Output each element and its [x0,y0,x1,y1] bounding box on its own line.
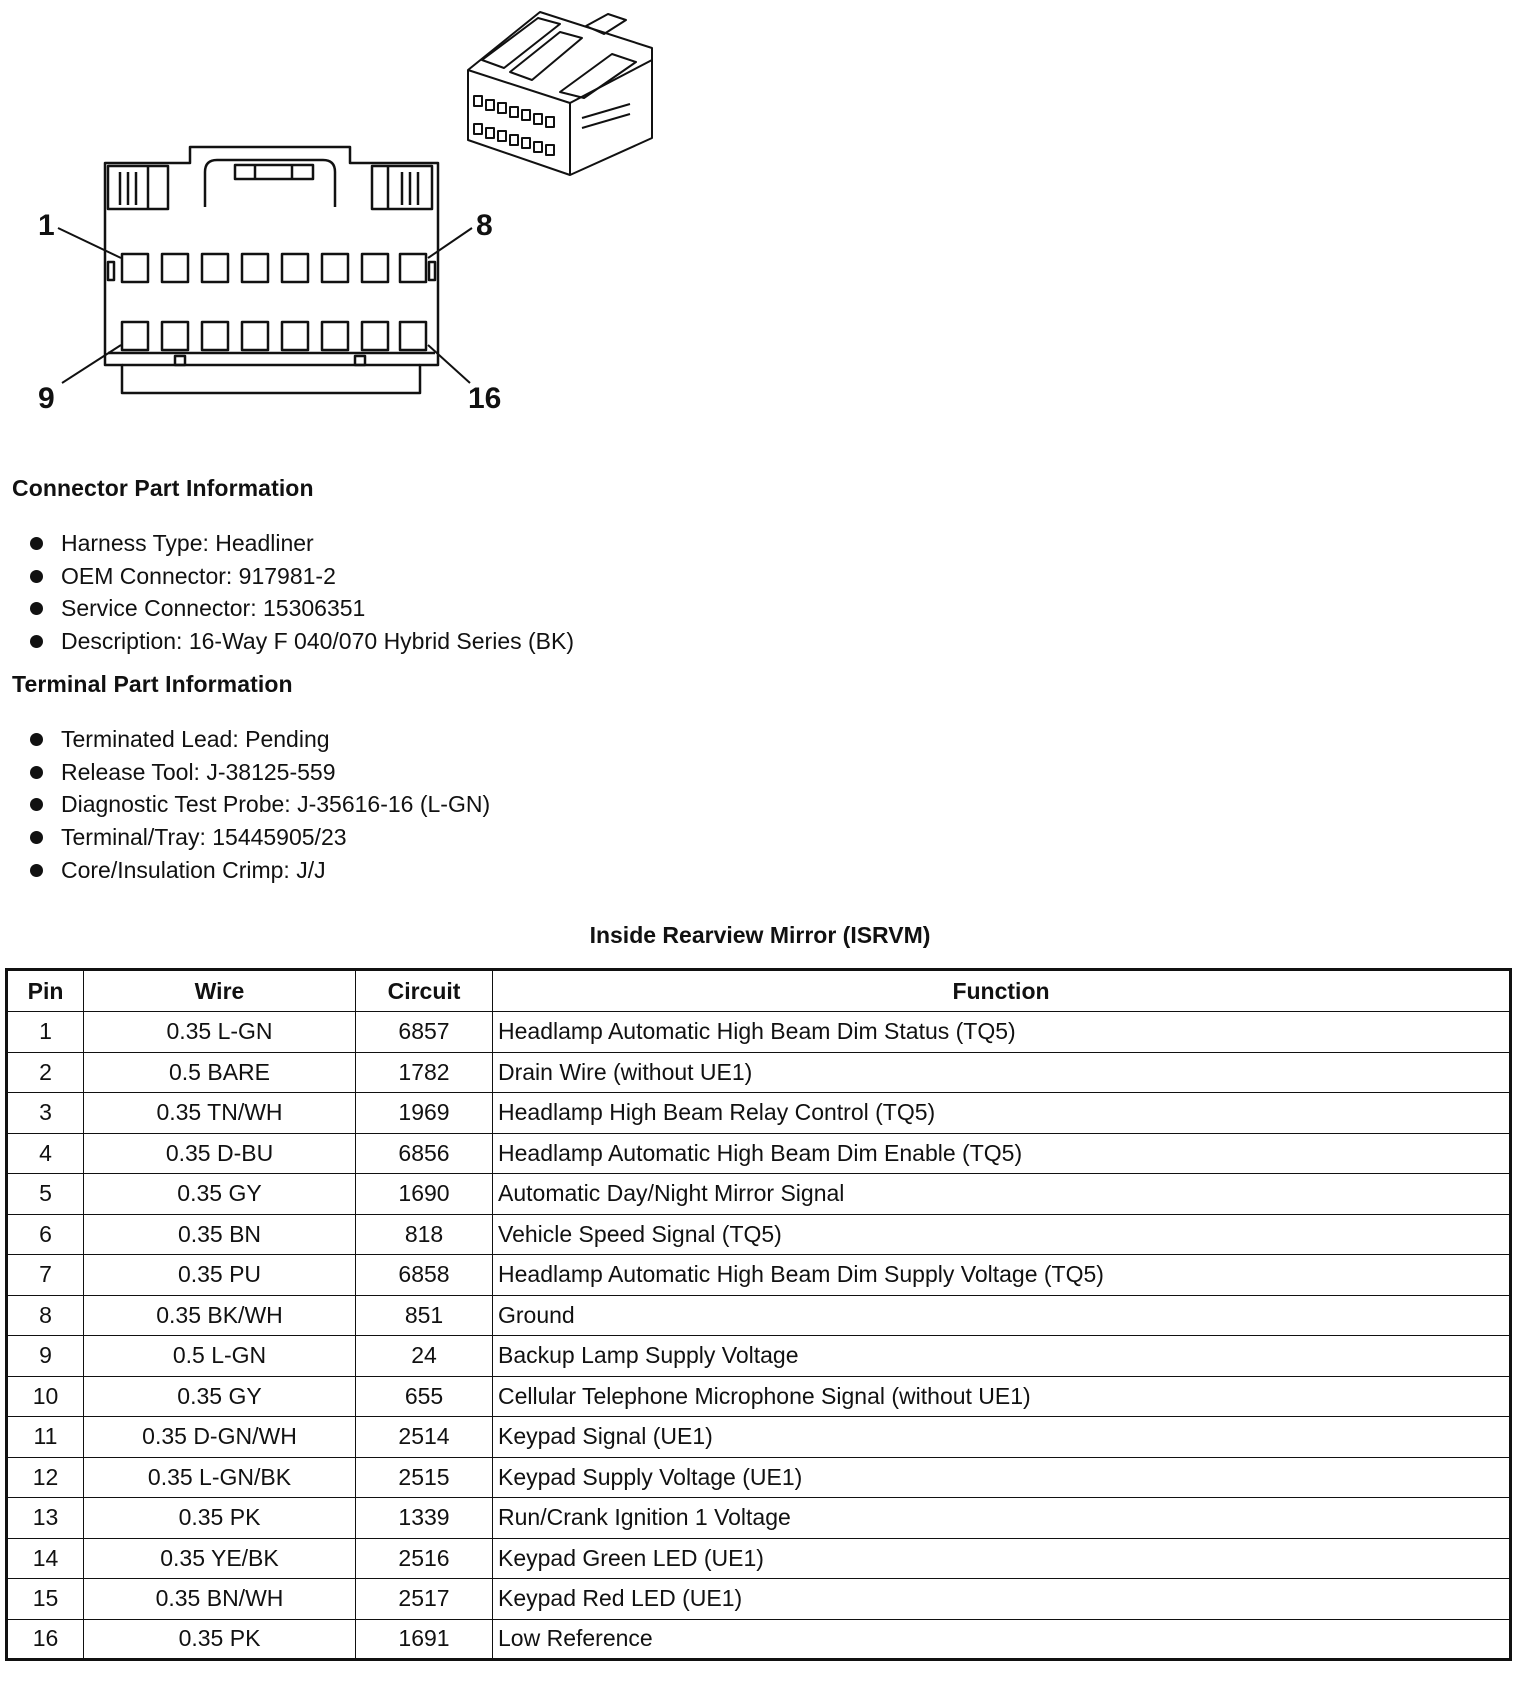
wire-cell: 0.35 BN/WH [84,1579,356,1620]
function-cell: Keypad Signal (UE1) [493,1417,1511,1458]
pin-cell: 8 [7,1295,84,1336]
table-row [7,1093,1511,1134]
table-row [7,1417,1511,1458]
function-cell: Headlamp Automatic High Beam Dim Status (TQ5) [493,1012,1511,1053]
function-cell: Headlamp Automatic High Beam Dim Enable (TQ5) [493,1133,1511,1174]
wire-cell: 0.35 D-BU [84,1133,356,1174]
pin-cell: 5 [7,1174,84,1215]
wire-cell: 0.35 YE/BK [84,1538,356,1579]
list-item: Terminal/Tray: 15445905/23 [28,821,490,854]
function-cell: Low Reference [493,1619,1511,1660]
function-cell: Run/Crank Ignition 1 Voltage [493,1498,1511,1539]
list-item: Diagnostic Test Probe: J-35616-16 (L-GN) [28,788,490,821]
circuit-cell: 6858 [356,1255,493,1296]
table-row [7,1538,1511,1579]
table-title: Inside Rearview Mirror (ISRVM) [589,922,931,948]
circuit-cell: 655 [356,1376,493,1417]
circuit-cell: 2514 [356,1417,493,1458]
wire-cell: 0.35 PU [84,1255,356,1296]
table-header-row [7,970,1511,1012]
function-cell: Keypad Red LED (UE1) [493,1579,1511,1620]
circuit-cell: 2517 [356,1579,493,1620]
circuit-cell: 6857 [356,1012,493,1053]
wire-cell: 0.35 GY [84,1376,356,1417]
pin-cell: 15 [7,1579,84,1620]
wire-cell: 0.35 L-GN [84,1012,356,1053]
function-cell: Automatic Day/Night Mirror Signal [493,1174,1511,1215]
pin-cell: 16 [7,1619,84,1660]
function-cell: Drain Wire (without UE1) [493,1052,1511,1093]
pin-cell: 10 [7,1376,84,1417]
pin-label-8: 8 [476,209,493,242]
circuit-cell: 1691 [356,1619,493,1660]
list-item: Release Tool: J-38125-559 [28,756,490,789]
function-cell: Headlamp High Beam Relay Control (TQ5) [493,1093,1511,1134]
list-item: Service Connector: 15306351 [28,592,574,625]
table-row [7,1174,1511,1215]
wire-cell: 0.35 D-GN/WH [84,1417,356,1458]
list-item: Terminated Lead: Pending [28,723,490,756]
pin-cell: 7 [7,1255,84,1296]
table-row [7,1133,1511,1174]
circuit-cell: 1969 [356,1093,493,1134]
function-cell: Ground [493,1295,1511,1336]
pin-label-9: 9 [38,382,55,415]
table-row [7,1336,1511,1377]
wire-cell: 0.35 TN/WH [84,1093,356,1134]
pin-cell: 11 [7,1417,84,1458]
circuit-cell: 24 [356,1336,493,1377]
table-row [7,1376,1511,1417]
table-row [7,1498,1511,1539]
function-cell: Backup Lamp Supply Voltage [493,1336,1511,1377]
table-row [7,1579,1511,1620]
pin-cell: 1 [7,1012,84,1053]
wire-cell: 0.35 GY [84,1174,356,1215]
pin-table [5,968,1512,1661]
table-row [7,1295,1511,1336]
connector-diagram [0,0,700,440]
pin-label-16: 16 [468,382,502,415]
list-item: Description: 16-Way F 040/070 Hybrid Series (BK) [28,625,574,658]
header-pin: Pin [7,970,84,1012]
terminal-part-information-heading: Terminal Part Information [12,671,293,697]
function-cell: Keypad Supply Voltage (UE1) [493,1457,1511,1498]
circuit-cell: 1690 [356,1174,493,1215]
table-row [7,1619,1511,1660]
table-row [7,1052,1511,1093]
circuit-cell: 1782 [356,1052,493,1093]
pin-cell: 12 [7,1457,84,1498]
function-cell: Vehicle Speed Signal (TQ5) [493,1214,1511,1255]
terminal-part-information-list [28,723,490,886]
wire-cell: 0.35 PK [84,1498,356,1539]
table-row [7,1457,1511,1498]
pin-cell: 6 [7,1214,84,1255]
list-item: OEM Connector: 917981-2 [28,560,574,593]
function-cell: Headlamp Automatic High Beam Dim Supply Voltage (TQ5) [493,1255,1511,1296]
pin-label-1: 1 [38,209,55,242]
pin-leader-lines [58,228,472,383]
terminal-cavities [122,254,426,350]
circuit-cell: 851 [356,1295,493,1336]
pin-cell: 3 [7,1093,84,1134]
table-row [7,1255,1511,1296]
wire-cell: 0.35 BN [84,1214,356,1255]
connector-isometric-icon [468,12,652,175]
wire-cell: 0.35 BK/WH [84,1295,356,1336]
list-item: Harness Type: Headliner [28,527,574,560]
function-cell: Cellular Telephone Microphone Signal (without UE1) [493,1376,1511,1417]
circuit-cell: 2515 [356,1457,493,1498]
pin-cell: 9 [7,1336,84,1377]
circuit-cell: 6856 [356,1133,493,1174]
header-wire: Wire [84,970,356,1012]
function-cell: Keypad Green LED (UE1) [493,1538,1511,1579]
circuit-cell: 818 [356,1214,493,1255]
connector-part-information-heading: Connector Part Information [12,475,314,501]
wire-cell: 0.5 L-GN [84,1336,356,1377]
wire-cell: 0.35 L-GN/BK [84,1457,356,1498]
table-row [7,1012,1511,1053]
header-circuit: Circuit [356,970,493,1012]
list-item: Core/Insulation Crimp: J/J [28,854,490,887]
circuit-cell: 1339 [356,1498,493,1539]
pin-cell: 4 [7,1133,84,1174]
connector-part-information-list [28,527,574,658]
pin-cell: 2 [7,1052,84,1093]
wire-cell: 0.5 BARE [84,1052,356,1093]
wire-cell: 0.35 PK [84,1619,356,1660]
circuit-cell: 2516 [356,1538,493,1579]
pin-cell: 14 [7,1538,84,1579]
header-function: Function [493,970,1511,1012]
pin-cell: 13 [7,1498,84,1539]
table-row [7,1214,1511,1255]
